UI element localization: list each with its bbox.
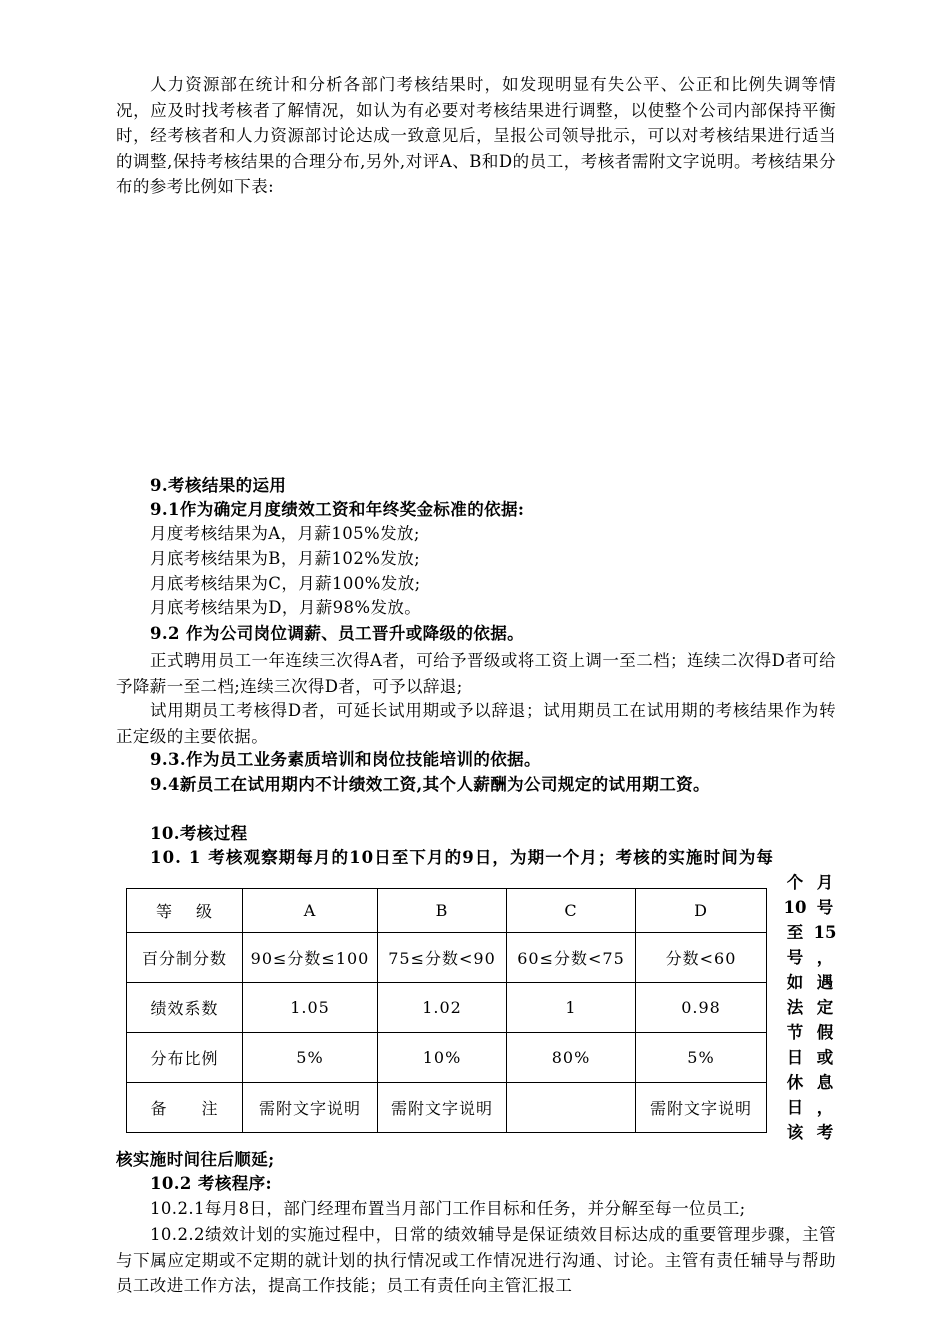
wrap-char: ，: [816, 1098, 834, 1117]
table-cell: 1.02: [378, 983, 507, 1033]
table-cell: 等 级: [127, 889, 243, 933]
wrap-char: 10: [783, 898, 807, 917]
wrap-char: 法: [786, 998, 804, 1017]
table-cell: [507, 1083, 636, 1133]
section-9-2-para-1: 正式聘用员工一年连续三次得A者，可给予晋级或将工资上调一至二档；连续二次得D者可给予降薪一至二档;连续三次得D者，可予以辞退;: [116, 651, 836, 696]
wrap-char: 休: [786, 1073, 804, 1092]
section-9-heading: 9.考核结果的运用: [150, 476, 287, 495]
table-cell: D: [636, 889, 767, 933]
wrap-char: 号: [786, 948, 804, 967]
table-cell: 10%: [378, 1033, 507, 1083]
wrap-char: 号: [816, 898, 834, 917]
wrap-char: 或: [816, 1048, 834, 1067]
section-10-2-heading: 10.2 考核程序:: [150, 1174, 273, 1193]
wrap-char: 息: [816, 1073, 834, 1092]
table-cell: 绩效系数: [127, 983, 243, 1033]
salary-rule-b: 月底考核结果为B，月薪102%发放;: [150, 549, 421, 568]
section-9-4: 9.4新员工在试用期内不计绩效工资,其个人薪酬为公司规定的试用期工资。: [150, 775, 710, 794]
wrap-char: 15: [813, 923, 837, 942]
wrapped-text-column-2: [812, 870, 838, 1145]
table-cell: 80%: [507, 1033, 636, 1083]
wrapped-text-column-1: [782, 870, 808, 1145]
table-cell: 备 注: [127, 1083, 243, 1133]
wrap-char: 日: [786, 1098, 804, 1117]
wrap-char: 遇: [816, 973, 834, 992]
wrap-char: 如: [786, 973, 804, 992]
table-cell: A: [243, 889, 378, 933]
salary-rule-a: 月度考核结果为A，月薪105%发放;: [150, 524, 420, 543]
assessment-distribution-table: [126, 888, 767, 1133]
intro-paragraph: 人力资源部在统计和分析各部门考核结果时，如发现明显有失公平、公正和比例失调等情况，应及时找考核者了解情况，如认为有必要对考核结果进行调整，以使整个公司内部保持平衡时，经考核者和人力资源部讨论达成一致意见后，呈报公司领导批示，可以对考核结果进行适当的调整,保持考核结果的合理分布,另外,对评A、B和D的员工，考核者需附文字说明。考核结果分布的参考比例如下表:: [116, 75, 836, 196]
wrap-char: 至: [786, 923, 804, 942]
wrap-char: 月: [816, 873, 834, 892]
table-cell: 分数<60: [636, 933, 767, 983]
section-10-2-1: 10.2.1每月8日，部门经理布置当月部门工作目标和任务，并分解至每一位员工;: [150, 1199, 746, 1218]
table-cell: 分布比例: [127, 1033, 243, 1083]
table-cell: C: [507, 889, 636, 933]
salary-rule-c: 月底考核结果为C，月薪100%发放;: [150, 574, 421, 593]
table-cell: 5%: [243, 1033, 378, 1083]
table-cell: 需附文字说明: [636, 1083, 767, 1133]
section-9-2-para-2: 试用期员工考核得D者，可延长试用期或予以辞退；试用期员工在试用期的考核结果作为转正定级的主要依据。: [116, 701, 836, 746]
table-cell: 1.05: [243, 983, 378, 1033]
section-10-heading: 10.考核过程: [150, 824, 248, 843]
salary-rule-d: 月底考核结果为D，月薪98%发放。: [150, 598, 422, 617]
section-10-2-2: 10.2.2绩效计划的实施过程中，日常的绩效辅导是保证绩效目标达成的重要管理步骤，主管与下属应定期或不定期的就计划的执行情况或工作情况进行沟通、讨论。主管有责任辅导与帮助员工改进工作方法，提高工作技能；员工有责任向主管汇报工: [116, 1225, 836, 1295]
wrap-char: 该: [786, 1123, 804, 1142]
table-cell: 1: [507, 983, 636, 1033]
table-cell: 90≤分数≤100: [243, 933, 378, 983]
table-row: [127, 933, 767, 983]
table-cell: 5%: [636, 1033, 767, 1083]
wrap-char: 定: [816, 998, 834, 1017]
table-cell: 75≤分数<90: [378, 933, 507, 983]
section-9-3: 9.3.作为员工业务素质培训和岗位技能培训的依据。: [150, 750, 541, 769]
wrap-char: 个: [786, 873, 804, 892]
table-cell: 0.98: [636, 983, 767, 1033]
section-10-1-tail: 核实施时间往后顺延;: [116, 1150, 275, 1169]
table-header-row: [127, 889, 767, 933]
table-row: [127, 1033, 767, 1083]
section-9-2-heading: 9.2 作为公司岗位调薪、员工晋升或降级的依据。: [150, 624, 525, 643]
wrap-char: 考: [816, 1123, 834, 1142]
table-row: [127, 983, 767, 1033]
table-cell: 60≤分数<75: [507, 933, 636, 983]
wrap-char: ，: [816, 948, 834, 967]
table-row: [127, 1083, 767, 1133]
section-9-1-heading: 9.1作为确定月度绩效工资和年终奖金标准的依据:: [150, 500, 525, 519]
table-cell: 需附文字说明: [243, 1083, 378, 1133]
wrap-char: 日: [786, 1048, 804, 1067]
table-cell: 需附文字说明: [378, 1083, 507, 1133]
table-cell: B: [378, 889, 507, 933]
wrap-char: 假: [816, 1023, 834, 1042]
wrap-char: 节: [786, 1023, 804, 1042]
table-cell: 百分制分数: [127, 933, 243, 983]
section-10-1-line: 10. 1 考核观察期每月的10日至下月的9日，为期一个月；考核的实施时间为每: [150, 848, 775, 867]
